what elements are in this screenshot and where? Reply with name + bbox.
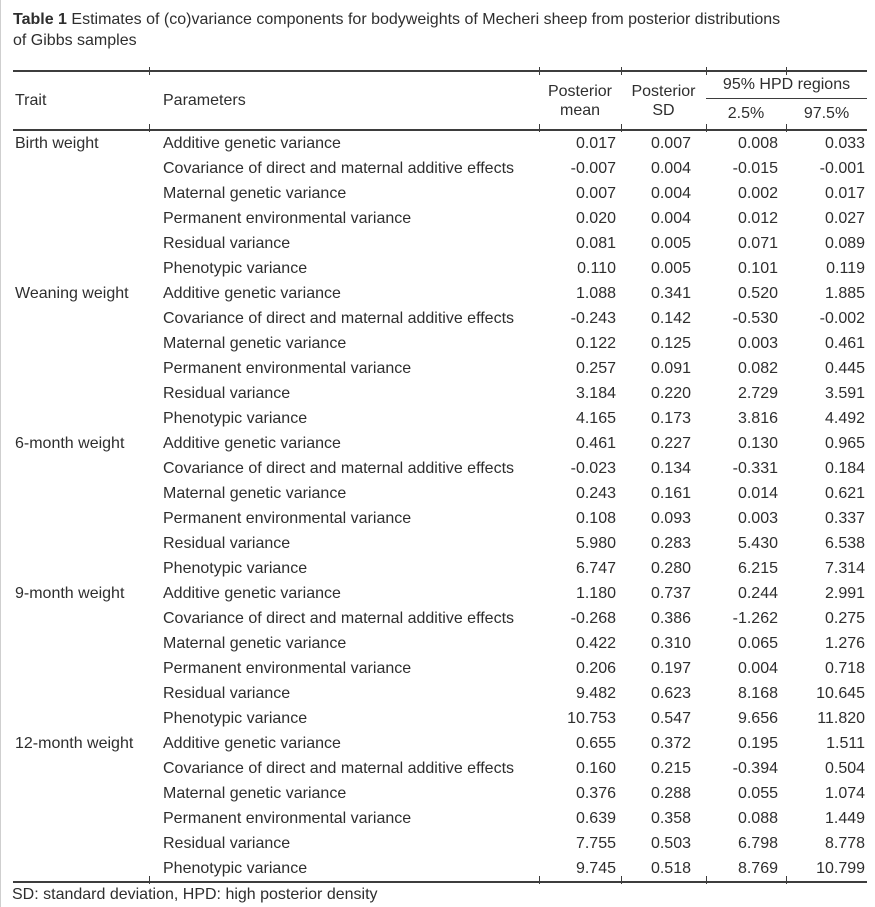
hpd-high-cell: 0.445 [824,359,866,377]
column-divider-tick [786,67,787,75]
column-divider-tick [149,876,150,884]
data-table [13,70,867,883]
trait-cell [13,656,149,681]
parameter-cell: Covariance of direct and maternal additive effects [163,459,515,477]
posterior-mean-cell: 0.639 [575,809,616,827]
trait-cell: 9-month weight [15,584,125,602]
table-row [13,581,867,606]
parameter-cell: Permanent environmental variance [163,359,412,377]
table-row [13,506,867,531]
trait-cell [13,856,149,882]
trait-cell [13,556,149,581]
table-row [13,281,867,306]
hpd-high-cell: 0.275 [824,609,866,627]
posterior-sd-cell: 0.310 [650,634,691,652]
parameter-cell: Phenotypic variance [163,409,308,427]
table-row [13,831,867,856]
trait-cell [13,306,149,331]
hpd-high-cell: 0.027 [824,209,866,227]
trait-cell: Birth weight [15,134,99,152]
trait-cell [13,181,149,206]
hpd-high-cell: 0.965 [824,434,866,452]
posterior-sd-cell: 0.220 [650,384,691,402]
trait-cell [13,481,149,506]
parameter-cell: Phenotypic variance [163,859,308,877]
table-row [13,606,867,631]
posterior-sd-cell: 0.093 [650,509,691,527]
posterior-sd-cell: 0.623 [650,684,691,702]
hpd-high-cell: 11.820 [817,709,866,727]
hpd-low-cell: 6.798 [737,834,778,852]
hpd-low-cell: 6.215 [737,559,778,577]
trait-cell [13,681,149,706]
hpd-low-cell: 2.729 [737,384,778,402]
hpd-low-cell: 0.008 [737,134,778,152]
trait-cell: 6-month weight [15,434,125,452]
hpd-high-cell: 0.184 [824,459,866,477]
posterior-mean-cell: -0.243 [570,309,616,327]
trait-cell [13,781,149,806]
table-row [13,331,867,356]
posterior-mean-cell: -0.023 [570,459,616,477]
parameter-cell: Additive genetic variance [163,134,341,152]
trait-cell [13,806,149,831]
hpd-high-cell: -0.002 [819,309,866,327]
trait-cell: 12-month weight [15,734,134,752]
parameter-cell: Covariance of direct and maternal additive effects [163,159,515,177]
parameter-cell: Permanent environmental variance [163,809,412,827]
hpd-low-cell: 9.656 [737,709,778,727]
column-divider-tick [786,876,787,884]
parameter-cell: Permanent environmental variance [163,209,412,227]
trait-cell [13,206,149,231]
table-row [13,806,867,831]
hpd-high-cell: 6.538 [824,534,866,552]
column-header-hpd-low: 2.5% [727,105,765,122]
posterior-mean-cell: 0.257 [575,359,616,377]
posterior-mean-cell: 0.108 [575,509,616,527]
hpd-low-cell: 0.195 [737,734,778,752]
hpd-high-cell: 8.778 [824,834,866,852]
column-divider-tick [786,124,787,132]
posterior-sd-cell: 0.004 [650,184,691,202]
hpd-low-cell: 0.014 [737,484,778,502]
hpd-high-cell: 0.017 [824,184,866,202]
table-row [13,130,867,156]
posterior-sd-cell: 0.004 [650,159,691,177]
parameter-cell: Permanent environmental variance [163,659,412,677]
column-divider-tick [706,67,707,75]
posterior-sd-cell: 0.737 [650,584,691,602]
column-divider-tick [149,67,150,75]
parameter-cell: Residual variance [163,384,291,402]
hpd-low-cell: 0.055 [737,784,778,802]
posterior-mean-cell: 0.017 [575,134,616,152]
hpd-low-cell: 0.065 [737,634,778,652]
hpd-low-cell: -1.262 [732,609,778,627]
parameter-cell: Residual variance [163,234,291,252]
column-header-trait: Trait [15,91,47,109]
posterior-sd-cell: 0.005 [650,234,691,252]
table-row [13,381,867,406]
table-row [13,256,867,281]
hpd-high-cell: 0.337 [824,509,866,527]
posterior-sd-cell: 0.007 [650,134,691,152]
hpd-high-cell: 0.119 [826,259,866,277]
parameter-cell: Covariance of direct and maternal additive effects [163,609,515,627]
column-divider-tick [539,124,540,132]
hpd-low-cell: 0.082 [737,359,778,377]
parameter-cell: Maternal genetic variance [163,184,347,202]
hpd-high-cell: 3.591 [824,384,866,402]
column-divider-tick [621,67,622,75]
table-row [13,406,867,431]
parameter-cell: Maternal genetic variance [163,784,347,802]
table-caption-line2: of Gibbs samples [13,32,137,49]
posterior-mean-cell: -0.007 [570,159,616,177]
posterior-mean-cell: 0.110 [577,259,616,277]
hpd-high-cell: 1.885 [824,284,866,302]
table-row [13,306,867,331]
trait-cell [13,456,149,481]
hpd-high-cell: 1.074 [824,784,866,802]
posterior-mean-cell: 0.020 [575,209,616,227]
hpd-low-cell: 0.002 [737,184,778,202]
posterior-mean-cell: 0.206 [575,659,616,677]
table-row [13,756,867,781]
parameter-cell: Phenotypic variance [163,559,308,577]
hpd-low-cell: 0.003 [737,334,778,352]
column-header-posterior-mean: Posterior mean [547,82,613,119]
posterior-sd-cell: 0.386 [650,609,691,627]
trait-cell [13,406,149,431]
posterior-sd-cell: 0.547 [650,709,691,727]
posterior-mean-cell: -0.268 [570,609,616,627]
posterior-mean-cell: 0.122 [575,334,616,352]
posterior-mean-cell: 6.747 [575,559,616,577]
table-row [13,156,867,181]
posterior-mean-cell: 7.755 [575,834,616,852]
trait-cell [13,331,149,356]
table-row [13,556,867,581]
hpd-high-cell: 1.449 [824,809,866,827]
table-row [13,681,867,706]
table-body [13,130,867,882]
hpd-low-cell: 0.520 [737,284,778,302]
hpd-low-cell: 3.816 [737,409,778,427]
posterior-mean-cell: 0.376 [575,784,616,802]
table-caption-line1: Estimates of (co)variance components for bodyweights of Mecheri sheep from posterior distributions [71,11,781,28]
trait-cell [13,156,149,181]
table-row [13,431,867,456]
table-row [13,656,867,681]
hpd-high-cell: 4.492 [824,409,866,427]
trait-cell [13,831,149,856]
posterior-mean-cell: 5.980 [575,534,616,552]
parameter-cell: Covariance of direct and maternal additive effects [163,309,515,327]
trait-cell [13,606,149,631]
posterior-sd-cell: 0.197 [650,659,691,677]
hpd-low-cell: 0.003 [737,509,778,527]
column-header-hpd-high: 97.5% [803,105,850,122]
table-row [13,631,867,656]
parameter-cell: Maternal genetic variance [163,334,347,352]
hpd-low-cell: -0.530 [732,309,778,327]
posterior-mean-cell: 0.007 [575,184,616,202]
trait-cell [13,231,149,256]
table-row [13,181,867,206]
posterior-mean-cell: 1.088 [575,284,616,302]
hpd-low-cell: -0.331 [732,459,778,477]
hpd-low-cell: -0.015 [732,159,778,177]
posterior-mean-cell: 0.243 [575,484,616,502]
posterior-sd-cell: 0.280 [650,559,691,577]
table-header [13,71,867,130]
hpd-high-cell: 0.089 [824,234,866,252]
column-header-hpd-regions: 95% HPD regions [706,71,867,99]
table-caption [13,9,869,51]
table-row [13,206,867,231]
table-row [13,731,867,756]
column-divider-tick [621,124,622,132]
column-divider-tick [706,876,707,884]
posterior-sd-cell: 0.288 [650,784,691,802]
posterior-sd-cell: 0.358 [650,809,691,827]
posterior-mean-cell: 10.753 [567,709,616,727]
posterior-sd-cell: 0.125 [650,334,691,352]
hpd-low-cell: -0.394 [732,759,778,777]
column-divider-tick [706,124,707,132]
parameter-cell: Maternal genetic variance [163,634,347,652]
posterior-sd-cell: 0.161 [650,484,691,502]
parameter-cell: Covariance of direct and maternal additive effects [163,759,515,777]
parameter-cell: Maternal genetic variance [163,484,347,502]
posterior-mean-cell: 0.422 [575,634,616,652]
table-row [13,231,867,256]
table-footnote: SD: standard deviation, HPD: high posterior density [12,886,378,903]
parameter-cell: Residual variance [163,834,291,852]
hpd-low-cell: 8.168 [737,684,778,702]
hpd-high-cell: 1.276 [824,634,866,652]
parameter-cell: Residual variance [163,684,291,702]
posterior-sd-cell: 0.091 [650,359,691,377]
hpd-high-cell: 0.461 [824,334,866,352]
hpd-high-cell: 0.033 [824,134,866,152]
trait-cell: Weaning weight [15,284,129,302]
parameter-cell: Residual variance [163,534,291,552]
column-divider-tick [149,124,150,132]
hpd-high-cell: 10.799 [816,859,866,877]
table-row [13,706,867,731]
hpd-low-cell: 0.012 [737,209,778,227]
table-row [13,456,867,481]
column-header-parameters: Parameters [163,91,246,109]
hpd-low-cell: 0.004 [737,659,778,677]
posterior-mean-cell: 9.745 [575,859,616,877]
posterior-mean-cell: 3.184 [575,384,616,402]
trait-cell [13,381,149,406]
posterior-sd-cell: 0.518 [650,859,691,877]
parameter-cell: Additive genetic variance [163,734,341,752]
posterior-sd-cell: 0.142 [650,309,691,327]
parameter-cell: Permanent environmental variance [163,509,412,527]
posterior-mean-cell: 0.655 [575,734,616,752]
posterior-sd-cell: 0.005 [650,259,691,277]
hpd-high-cell: 0.504 [824,759,866,777]
table-number: Table 1 [13,11,67,28]
hpd-low-cell: 8.769 [737,859,778,877]
posterior-sd-cell: 0.503 [650,834,691,852]
parameter-cell: Phenotypic variance [163,709,308,727]
hpd-low-cell: 0.088 [737,809,778,827]
trait-cell [13,631,149,656]
posterior-sd-cell: 0.372 [650,734,691,752]
trait-cell [13,706,149,731]
parameter-cell: Phenotypic variance [163,259,308,277]
column-divider-tick [539,67,540,75]
posterior-sd-cell: 0.215 [650,759,691,777]
trait-cell [13,506,149,531]
trait-cell [13,531,149,556]
hpd-high-cell: 0.621 [824,484,866,502]
posterior-sd-cell: 0.173 [650,409,691,427]
hpd-high-cell: -0.001 [819,159,866,177]
trait-cell [13,756,149,781]
table-row [13,481,867,506]
table-row [13,356,867,381]
table-row [13,856,867,882]
posterior-mean-cell: 4.165 [575,409,616,427]
parameter-cell: Additive genetic variance [163,584,341,602]
posterior-sd-cell: 0.004 [650,209,691,227]
posterior-mean-cell: 0.160 [575,759,616,777]
posterior-mean-cell: 1.180 [575,584,616,602]
hpd-low-cell: 0.130 [737,434,778,452]
parameter-cell: Additive genetic variance [163,434,341,452]
column-header-posterior-sd: Posterior SD [631,82,696,119]
hpd-low-cell: 0.244 [737,584,778,602]
hpd-high-cell: 0.718 [824,659,866,677]
column-divider-tick [539,876,540,884]
trait-cell [13,356,149,381]
hpd-high-cell: 1.511 [826,734,866,752]
hpd-high-cell: 10.645 [816,684,866,702]
posterior-sd-cell: 0.134 [650,459,691,477]
hpd-high-cell: 7.314 [824,559,866,577]
posterior-sd-cell: 0.341 [650,284,691,302]
posterior-mean-cell: 9.482 [575,684,616,702]
posterior-sd-cell: 0.227 [650,434,691,452]
hpd-high-cell: 2.991 [824,584,866,602]
hpd-low-cell: 0.071 [737,234,778,252]
column-divider-tick [621,876,622,884]
posterior-mean-cell: 0.081 [575,234,616,252]
hpd-low-cell: 5.430 [737,534,778,552]
table-row [13,781,867,806]
trait-cell [13,256,149,281]
posterior-sd-cell: 0.283 [650,534,691,552]
posterior-mean-cell: 0.461 [575,434,616,452]
hpd-low-cell: 0.101 [737,259,778,277]
parameter-cell: Additive genetic variance [163,284,341,302]
table-row [13,531,867,556]
